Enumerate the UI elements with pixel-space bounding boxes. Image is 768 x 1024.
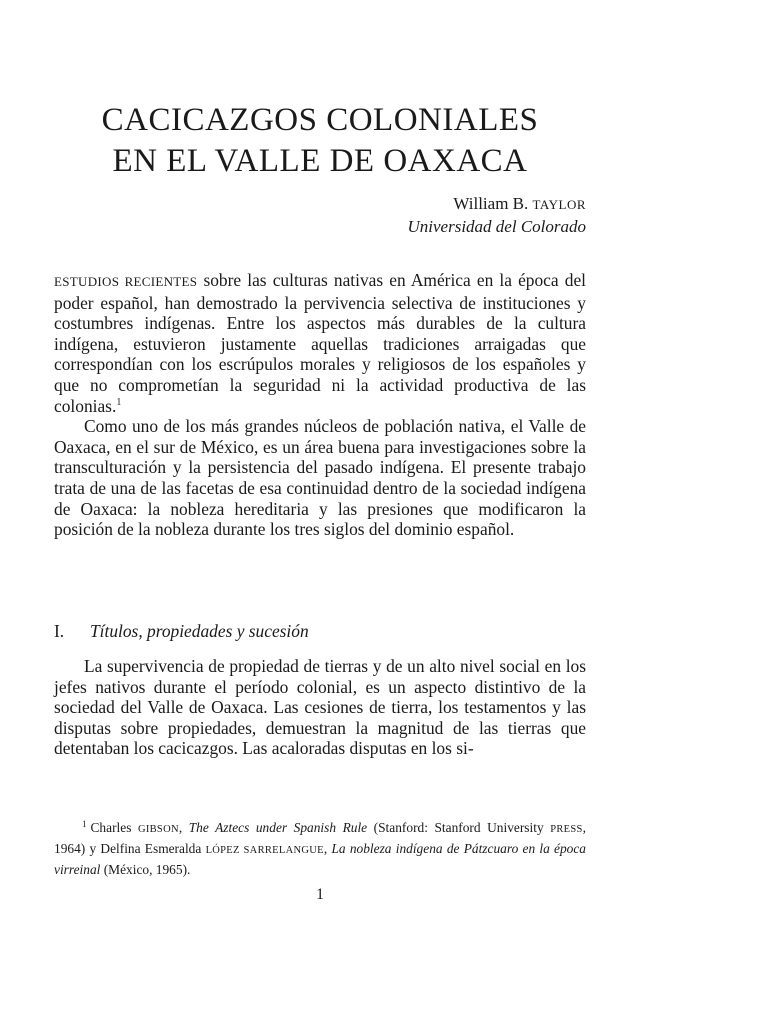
footnote-author-lopez: LÓPEZ SARRELANGUE — [205, 845, 324, 856]
footnote-title-nobleza: La nobleza indígena de Pátzcuaro en la época virreinal — [54, 841, 587, 877]
footnote-text-c: , — [178, 820, 189, 835]
paragraph-1 — [54, 270, 586, 416]
author-first-name: William B. — [453, 194, 529, 213]
section-title: Títulos, propiedades y sucesión — [90, 621, 309, 641]
title-line-2: EN EL VALLE DE OAXACA — [112, 143, 528, 179]
footnote-author-gibson: GIBSON — [137, 824, 179, 835]
footnote-text-k: (México, 1965). — [100, 862, 191, 877]
footnote-press: PRESS — [550, 824, 583, 835]
article-title — [54, 100, 586, 182]
paragraph-1-lead: ESTUDIOS RECIENTES — [54, 274, 198, 289]
paragraph-1-text: sobre las culturas nativas en América en la época del poder español, han demostrado la pervivencia selectiva de instituciones y costumbres indígenas. Entre los aspectos más durables de la cultura indígena, estuvieron justamente aquellas tradiciones arraigadas que correspondían con los escrúpulos morales y religiosos de los españoles y que no comprometían la seguridad ni la actividad productiva de las colonias. — [54, 270, 586, 416]
intro-body — [54, 270, 586, 540]
author-affiliation: Universidad del Colorado — [407, 217, 586, 236]
footnote-1 — [54, 818, 586, 879]
author-name — [408, 193, 587, 216]
paper-page — [54, 0, 586, 1024]
footnote-ref-1: 1 — [116, 396, 122, 408]
author-last-name: TAYLOR — [532, 197, 586, 212]
footnote-text-g: , 1964) y Delfina Esmeralda — [54, 820, 586, 856]
title-line-1: CACICAZGOS COLONIALES — [101, 102, 539, 138]
footnote-text-a: Charles — [90, 820, 138, 835]
footnote-text-i: , — [323, 841, 332, 856]
author-block — [408, 193, 587, 238]
footnote-mark: 1 — [82, 818, 87, 829]
section-heading — [54, 620, 309, 642]
section-body — [54, 656, 586, 759]
footnote-text-e: (Stanford: Stanford University — [367, 820, 551, 835]
section-paragraph-1: La supervivencia de propiedad de tierras y de un alto nivel social en los jefes nativos durante el período colonial, es un aspecto distintivo de la sociedad del Valle de Oaxaca. Las cesiones de tierra, los testamentos y las disputas sobre propiedades, demuestran la magnitud de las tierras que detentaban los cacicazgos. Las acaloradas disputas en los si- — [54, 656, 586, 759]
footnote-title-aztecs: The Aztecs under Spanish Rule — [188, 820, 368, 835]
paragraph-2: Como uno de los más grandes núcleos de población nativa, el Valle de Oaxaca, en el sur de México, es un área buena para investigaciones sobre la transculturación y la persistencia del pasado indígena. El presente trabajo trata de una de las facetas de esa continuidad dentro de la sociedad indígena de Oaxaca: la nobleza hereditaria y las presiones que modificaron la posición de la nobleza durante los tres siglos del dominio español. — [54, 416, 586, 540]
page-number: 1 — [316, 886, 324, 903]
section-number: I. — [54, 621, 65, 641]
